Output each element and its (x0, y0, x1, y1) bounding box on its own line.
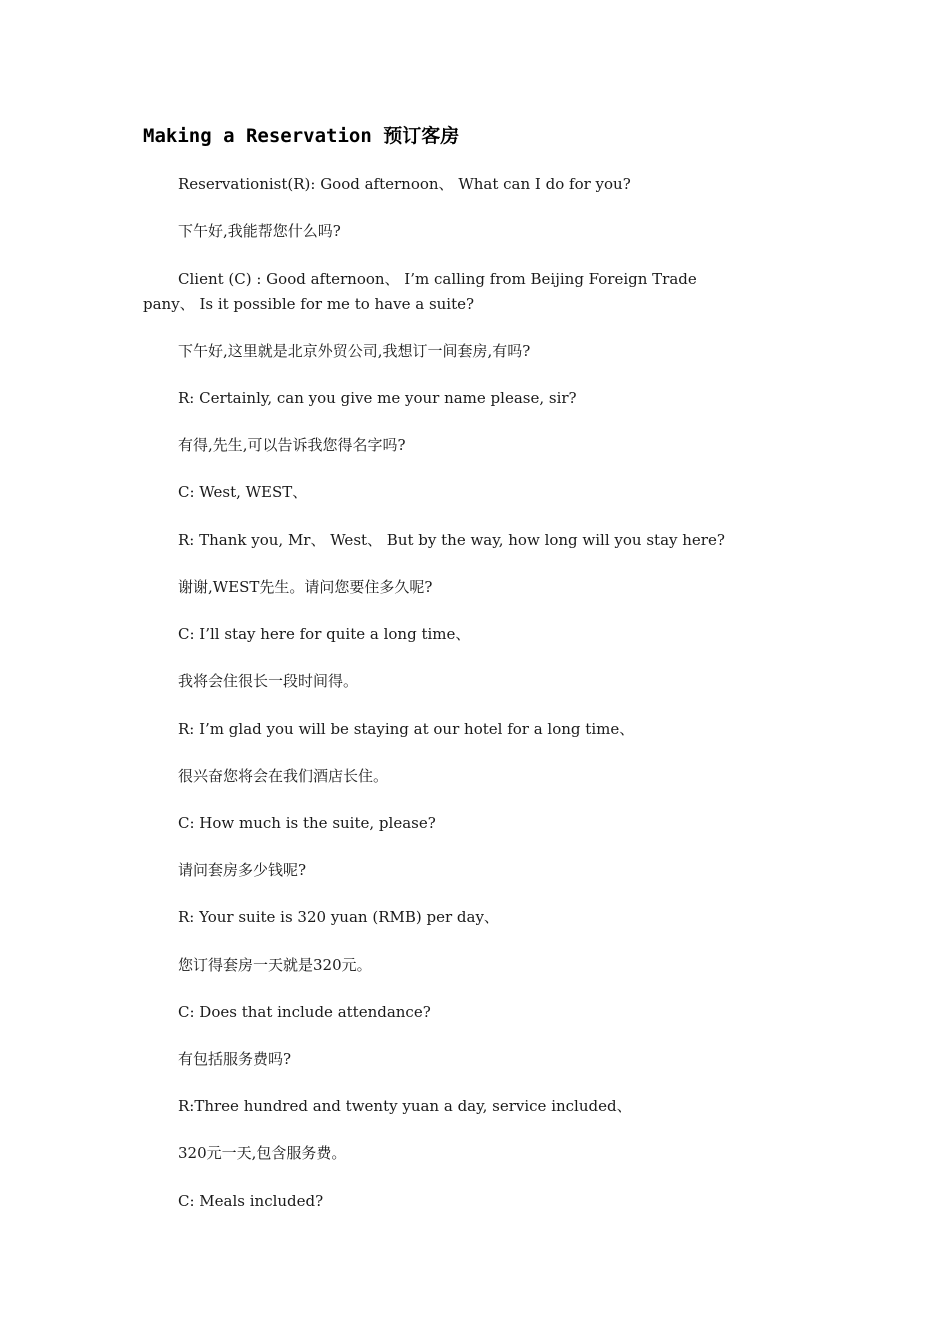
dialogue-line: C: How much is the suite, please? (178, 814, 436, 832)
dialogue-line: C: West, WEST、 (178, 483, 308, 501)
dialogue-line: R: Certainly, can you give me your name please, sir? (178, 389, 577, 407)
document-title: Making a Reservation 预订客房 (143, 125, 460, 147)
dialogue-line: 谢谢,WEST先生。请问您要住多久呢? (178, 578, 433, 596)
dialogue-line: 320元一天,包含服务费。 (178, 1144, 347, 1162)
dialogue-line: 下午好,这里就是北京外贸公司,我想订一间套房,有吗? (178, 342, 531, 360)
dialogue-line: Reservationist(R): Good afternoon、 What can I do for you? (178, 175, 631, 193)
dialogue-line: 有包括服务费吗? (178, 1050, 292, 1068)
dialogue-line: 有得,先生,可以告诉我您得名字吗? (178, 436, 406, 454)
dialogue-line: 请问套房多少钱呢? (178, 861, 307, 879)
dialogue-line: 很兴奋您将会在我们酒店长住。 (178, 767, 389, 785)
dialogue-line-continuation: pany、 Is it possible for me to have a suite? (143, 295, 475, 313)
dialogue-line: C: Does that include attendance? (178, 1003, 431, 1021)
dialogue-line: Client (C) : Good afternoon、 I’m calling from Beijing Foreign Trade (178, 270, 697, 288)
dialogue-line: R:Three hundred and twenty yuan a day, service included、 (178, 1097, 632, 1115)
dialogue-line: C: Meals included? (178, 1192, 324, 1210)
dialogue-line: 我将会住很长一段时间得。 (178, 672, 359, 690)
dialogue-line: C: I’ll stay here for quite a long time、 (178, 625, 471, 643)
dialogue-line: R: Thank you, Mr、 West、 But by the way, how long will you stay here? (178, 531, 725, 549)
dialogue-line: 您订得套房一天就是320元。 (178, 956, 372, 974)
dialogue-line: R: I’m glad you will be staying at our hotel for a long time、 (178, 720, 635, 738)
dialogue-line: R: Your suite is 320 yuan (RMB) per day、 (178, 908, 499, 926)
dialogue-line: 下午好,我能帮您什么吗? (178, 222, 341, 240)
